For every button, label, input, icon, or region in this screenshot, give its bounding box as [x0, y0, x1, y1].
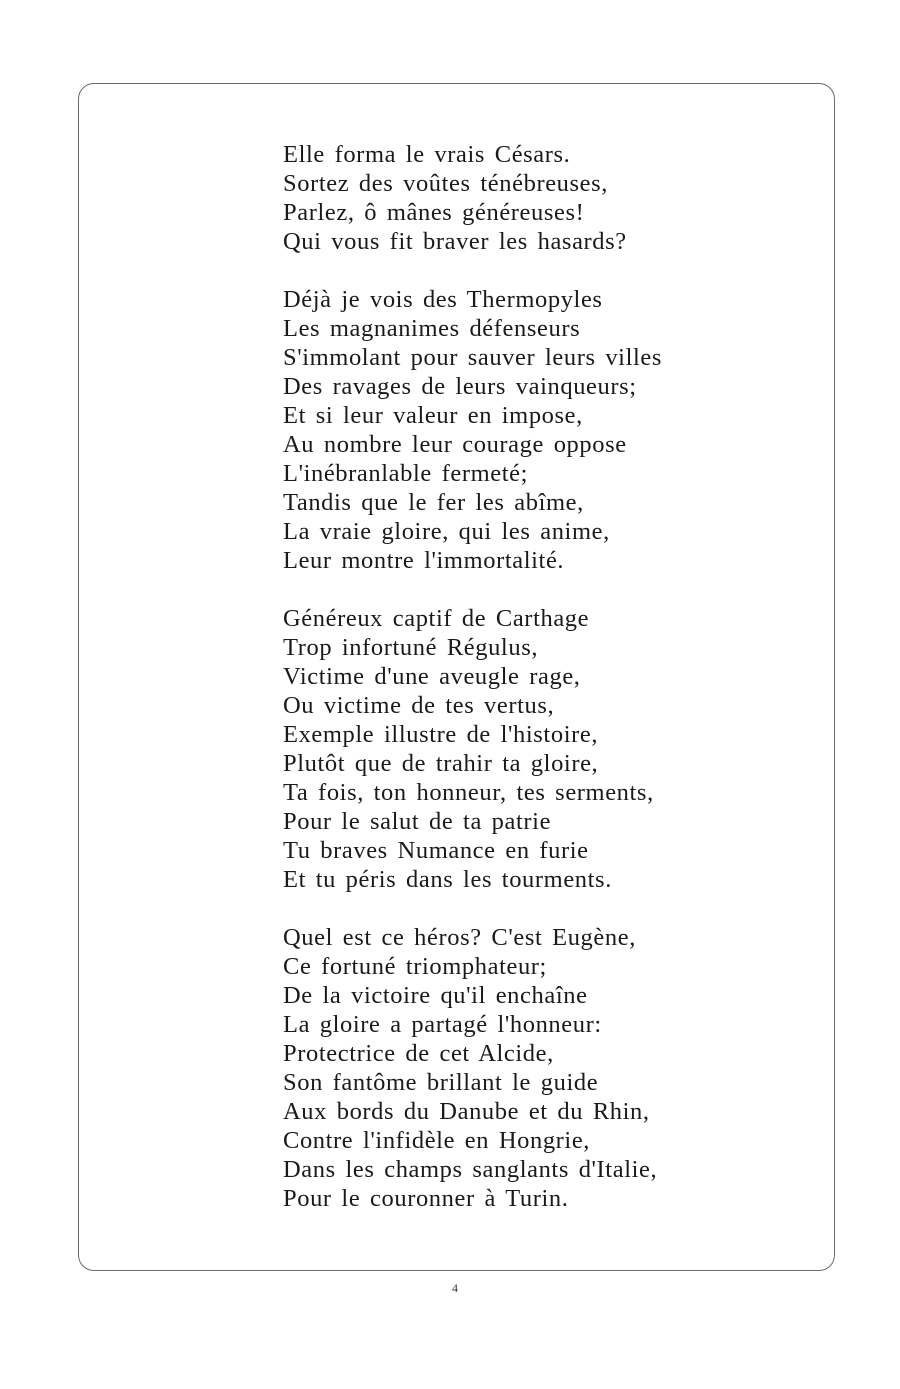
poem-line: Les magnanimes défenseurs	[283, 315, 581, 342]
poem-line: Tu braves Numance en furie	[283, 837, 589, 864]
stanza-3	[283, 604, 803, 894]
poem-line: Des ravages de leurs vainqueurs;	[283, 373, 637, 400]
poem-line: Sortez des voûtes ténébreuses,	[283, 170, 608, 197]
poem-line: Généreux captif de Carthage	[283, 605, 590, 632]
poem-line: Elle forma le vrais Césars.	[283, 141, 571, 168]
poem-line: Qui vous fit braver les hasards?	[283, 228, 627, 255]
poem-line: Victime d'une aveugle rage,	[283, 663, 581, 690]
poem-line: Pour le salut de ta patrie	[283, 808, 552, 835]
poem-line: L'inébranlable fermeté;	[283, 460, 528, 487]
poem-line: Ou victime de tes vertus,	[283, 692, 555, 719]
poem-line: La gloire a partagé l'honneur:	[283, 1011, 602, 1038]
poem-line: Aux bords du Danube et du Rhin,	[283, 1098, 650, 1125]
stanza-4	[283, 923, 803, 1213]
poem-line: Pour le couronner à Turin.	[283, 1185, 569, 1212]
poem-line: Quel est ce héros? C'est Eugène,	[283, 924, 636, 951]
poem-line: Trop infortuné Régulus,	[283, 634, 539, 661]
poem-line: Au nombre leur courage oppose	[283, 431, 627, 458]
poem-line: S'immolant pour sauver leurs villes	[283, 344, 663, 371]
poem-line: Déjà je vois des Thermopyles	[283, 286, 603, 313]
poem-line: Protectrice de cet Alcide,	[283, 1040, 554, 1067]
poem-line: Plutôt que de trahir ta gloire,	[283, 750, 599, 777]
poem-line: Exemple illustre de l'histoire,	[283, 721, 599, 748]
poem-line: De la victoire qu'il enchaîne	[283, 982, 588, 1009]
poem-line: Et si leur valeur en impose,	[283, 402, 583, 429]
stanza-2	[283, 285, 803, 575]
poem-line: Ce fortuné triomphateur;	[283, 953, 547, 980]
poem-line: Et tu péris dans les tourments.	[283, 866, 612, 893]
poem-line: Leur montre l'immortalité.	[283, 547, 565, 574]
poem-line: Son fantôme brillant le guide	[283, 1069, 599, 1096]
poem-line: Parlez, ô mânes généreuses!	[283, 199, 585, 226]
poem-line: Dans les champs sanglants d'Italie,	[283, 1156, 658, 1183]
poem-text	[283, 140, 803, 1242]
stanza-1	[283, 140, 803, 256]
poem-line: Contre l'infidèle en Hongrie,	[283, 1127, 591, 1154]
poem-line: La vraie gloire, qui les anime,	[283, 518, 610, 545]
poem-line: Tandis que le fer les abîme,	[283, 489, 584, 516]
page-number: 4	[452, 1281, 458, 1295]
poem-line: Ta fois, ton honneur, tes serments,	[283, 779, 654, 806]
